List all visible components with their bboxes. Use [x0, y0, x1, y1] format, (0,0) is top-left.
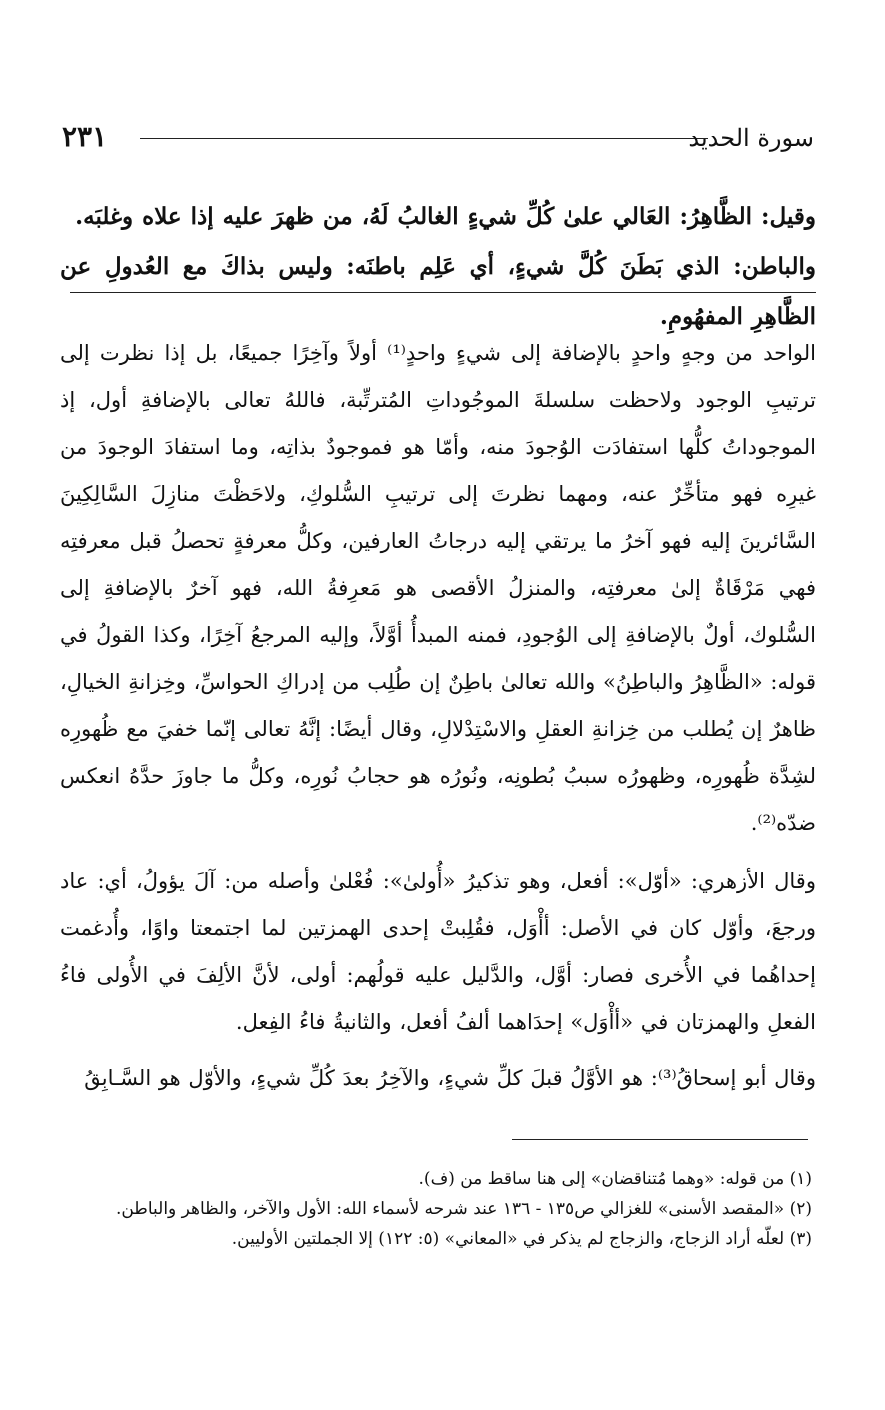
- quoted-line: وقيل: الظَّاهِرُ: العَالي علىٰ كُلِّ شيءٍ الغالبُ لَهُ، من ظهرَ عليه إذا علاه وغلبَه.: [75, 203, 816, 230]
- header-rule: [140, 138, 708, 139]
- page-header: [62, 120, 814, 160]
- quote-rule: [70, 292, 816, 293]
- footnote-2: (٢) «المقصد الأسنى» للغزالي ص١٣٥ - ١٣٦ عند شرحه لأسماء الله: الأول والآخر، والظاهر والباطن.: [115, 1199, 812, 1219]
- footnote-3: (٣) لعلّه أراد الزجاج، والزجاج لم يذكر في «المعاني» (٥: ١٢٢) إلا الجملتين الأوليين.: [231, 1229, 812, 1249]
- paragraph-2: وقال الأزهري: «أوّل»: أفعل، وهو تذكيرُ «أُولىٰ»: فُعْلىٰ وأصله من: آلَ يؤولُ، أي: عاد ورجعَ، وأوّل كان في الأصل: أأْوَل، فقُلِبتْ إحدى الهمزتين لما اجتمعتا واوًا، وأُدغمت إحداهُما في الأُخرى فصار: أوَّل، والدَّليل عليه قولُهم: أولى، لأنَّ الألِفَ في الأُولى فاءُ الفعلِ والهمزتان في «أأْوَل» إحدَاهما ألفُ أفعل، والثانيةُ فاءُ الفِعل.: [60, 869, 816, 1034]
- footnotes: [80, 1164, 812, 1254]
- footnote-rule: [512, 1139, 808, 1140]
- paragraph-3: وقال أبو إسحاقُ⁽³⁾: هو الأوَّلُ قبلَ كلِّ شيءٍ، والآخِرُ بعدَ كُلِّ شيءٍ، والأوّل هو السَّـابِقُ: [84, 1066, 816, 1090]
- page-number: ٢٣١: [62, 120, 108, 153]
- paragraph-1: الواحد من وجهٍ واحدٍ بالإضافة إلى شيءٍ واحدٍ⁽¹⁾ أولاً وآخِرًا جميعًا، بل إذا نظرت إلى ترتيبِ الوجود ولاحظت سلسلةَ الموجُوداتِ المُترتِّبة، فاللهُ تعالى بالإضافةِ أول، إذ الموجوداتُ كلُّها استفادَت الوُجودَ منه، وأمّا هو فموجودٌ بذاتِه، وما استفادَ الوجودَ من غيرِه فهو متأخِّرٌ عنه، ومهما نظرتَ إلى ترتيبِ السُّلوكِ، ولاحَظْتَ منازِلَ السَّالِكِينَ السَّائرينَ إليه فهو آخرُ ما يرتقي إليه درجاتُ العارفين، وكلُّ معرفةٍ تحصلُ قبل معرفتِه فهي مَرْقَاةٌ إلىٰ معرفتِه، والمنزلُ الأقصى هو مَعرِفةُ الله، فهو آخرٌ بالإضافةِ إلى السُّلوك، أولٌ بالإضافةِ إلى الوُجودِ، فمنه المبدأُ أوَّلاً، وإليه المرجعُ آخِرًا، وكذا القولُ في قوله: «الظَّاهِرُ والباطِنُ» والله تعالىٰ باطِنٌ إن طُلِب من إدراكِ الحواسِّ، وخِزانةِ الخيالِ، ظاهرٌ إن يُطلب من خِزانةِ العقلِ والاسْتِدْلالِ، وقال أيضًا: إنَّهُ تعالى إنّما خفيَ مع ظُهورِه لشِدَّة ظُهورِه، وظهورُه سببُ بُطونِه، ونُورُه هو حجابُ نُورِه، وكلُّ ما جاوزَ حدَّهُ انعكس ضدّه⁽²⁾.: [60, 341, 816, 835]
- quoted-line: والباطن: الذي بَطَنَ كُلَّ شيءٍ، أي عَلِم باطنَه: وليس بذاكَ مع العُدولِ عن الظَّاهِرِ المفهُومِ.: [60, 253, 816, 330]
- quoted-text: [60, 192, 816, 342]
- running-title: سورة الحديد: [688, 124, 814, 152]
- footnote-1: (١) من قوله: «وهما مُتناقضان» إلى هنا ساقط من (ف).: [418, 1169, 812, 1189]
